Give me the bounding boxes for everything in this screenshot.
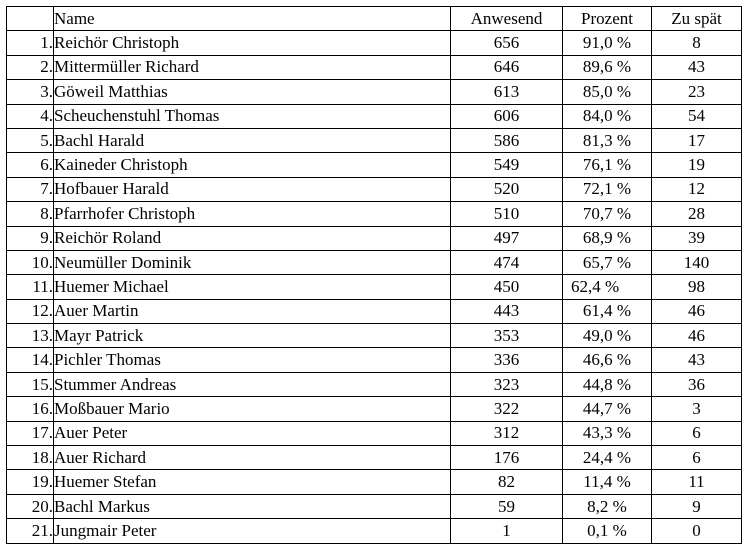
- anwesend-cell: 497: [451, 226, 563, 250]
- zu-spaet-cell: 19: [652, 153, 742, 177]
- prozent-cell: 89,6 %: [563, 55, 652, 79]
- anwesend-cell: 656: [451, 31, 563, 55]
- name-cell: Hofbauer Harald: [54, 177, 451, 201]
- prozent-cell: 61,4 %: [563, 299, 652, 323]
- rank-cell: 5.: [7, 128, 54, 152]
- anwesend-cell: 613: [451, 80, 563, 104]
- zu-spaet-cell: 46: [652, 299, 742, 323]
- name-cell: Reichör Roland: [54, 226, 451, 250]
- table-row: [7, 177, 742, 201]
- prozent-cell: 24,4 %: [563, 446, 652, 470]
- header-prozent: Prozent: [563, 7, 652, 31]
- rank-cell: 12.: [7, 299, 54, 323]
- zu-spaet-cell: 98: [652, 275, 742, 299]
- zu-spaet-cell: 6: [652, 421, 742, 445]
- prozent-cell: 43,3 %: [563, 421, 652, 445]
- anwesend-cell: 520: [451, 177, 563, 201]
- header-rank: [7, 7, 54, 31]
- name-cell: Göweil Matthias: [54, 80, 451, 104]
- table-row: [7, 80, 742, 104]
- anwesend-cell: 323: [451, 372, 563, 396]
- header-anwesend: Anwesend: [451, 7, 563, 31]
- anwesend-cell: 586: [451, 128, 563, 152]
- table-row: [7, 128, 742, 152]
- name-cell: Reichör Christoph: [54, 31, 451, 55]
- zu-spaet-cell: 17: [652, 128, 742, 152]
- name-cell: Moßbauer Mario: [54, 397, 451, 421]
- zu-spaet-cell: 9: [652, 494, 742, 518]
- table-row: [7, 226, 742, 250]
- anwesend-cell: 176: [451, 446, 563, 470]
- prozent-cell: 49,0 %: [563, 324, 652, 348]
- anwesend-cell: 322: [451, 397, 563, 421]
- prozent-cell: 70,7 %: [563, 202, 652, 226]
- zu-spaet-cell: 12: [652, 177, 742, 201]
- rank-cell: 15.: [7, 372, 54, 396]
- name-cell: Huemer Michael: [54, 275, 451, 299]
- table-row: [7, 104, 742, 128]
- attendance-table: [6, 6, 742, 544]
- zu-spaet-cell: 36: [652, 372, 742, 396]
- table-row: [7, 348, 742, 372]
- name-cell: Bachl Harald: [54, 128, 451, 152]
- table-row: [7, 470, 742, 494]
- zu-spaet-cell: 0: [652, 519, 742, 543]
- rank-cell: 9.: [7, 226, 54, 250]
- rank-cell: 4.: [7, 104, 54, 128]
- zu-spaet-cell: 43: [652, 55, 742, 79]
- zu-spaet-cell: 39: [652, 226, 742, 250]
- table-row: [7, 519, 742, 543]
- rank-cell: 3.: [7, 80, 54, 104]
- name-cell: Auer Richard: [54, 446, 451, 470]
- rank-cell: 8.: [7, 202, 54, 226]
- zu-spaet-cell: 6: [652, 446, 742, 470]
- rank-cell: 13.: [7, 324, 54, 348]
- anwesend-cell: 646: [451, 55, 563, 79]
- rank-cell: 7.: [7, 177, 54, 201]
- zu-spaet-cell: 23: [652, 80, 742, 104]
- rank-cell: 20.: [7, 494, 54, 518]
- anwesend-cell: 353: [451, 324, 563, 348]
- table-row: [7, 202, 742, 226]
- name-cell: Pichler Thomas: [54, 348, 451, 372]
- zu-spaet-cell: 3: [652, 397, 742, 421]
- rank-cell: 6.: [7, 153, 54, 177]
- zu-spaet-cell: 46: [652, 324, 742, 348]
- prozent-cell: 72,1 %: [563, 177, 652, 201]
- zu-spaet-cell: 8: [652, 31, 742, 55]
- table-row: [7, 275, 742, 299]
- prozent-cell: 68,9 %: [563, 226, 652, 250]
- prozent-cell: 8,2 %: [563, 494, 652, 518]
- header-row: [7, 7, 742, 31]
- table-row: [7, 446, 742, 470]
- prozent-cell: 0,1 %: [563, 519, 652, 543]
- header-name: Name: [54, 7, 451, 31]
- prozent-cell: 65,7 %: [563, 250, 652, 274]
- zu-spaet-cell: 140: [652, 250, 742, 274]
- name-cell: Stummer Andreas: [54, 372, 451, 396]
- name-cell: Mayr Patrick: [54, 324, 451, 348]
- prozent-cell: 44,7 %: [563, 397, 652, 421]
- anwesend-cell: 549: [451, 153, 563, 177]
- prozent-cell: 84,0 %: [563, 104, 652, 128]
- prozent-cell: 11,4 %: [563, 470, 652, 494]
- anwesend-cell: 82: [451, 470, 563, 494]
- anwesend-cell: 1: [451, 519, 563, 543]
- zu-spaet-cell: 11: [652, 470, 742, 494]
- anwesend-cell: 510: [451, 202, 563, 226]
- anwesend-cell: 606: [451, 104, 563, 128]
- table-row: [7, 372, 742, 396]
- zu-spaet-cell: 28: [652, 202, 742, 226]
- anwesend-cell: 336: [451, 348, 563, 372]
- table-row: [7, 55, 742, 79]
- anwesend-cell: 312: [451, 421, 563, 445]
- name-cell: Kaineder Christoph: [54, 153, 451, 177]
- table-row: [7, 250, 742, 274]
- prozent-cell: 81,3 %: [563, 128, 652, 152]
- table-row: [7, 31, 742, 55]
- prozent-cell: 76,1 %: [563, 153, 652, 177]
- rank-cell: 14.: [7, 348, 54, 372]
- rank-cell: 17.: [7, 421, 54, 445]
- name-cell: Pfarrhofer Christoph: [54, 202, 451, 226]
- name-cell: Mittermüller Richard: [54, 55, 451, 79]
- zu-spaet-cell: 43: [652, 348, 742, 372]
- zu-spaet-cell: 54: [652, 104, 742, 128]
- anwesend-cell: 59: [451, 494, 563, 518]
- table-row: [7, 299, 742, 323]
- table-row: [7, 494, 742, 518]
- anwesend-cell: 474: [451, 250, 563, 274]
- prozent-cell: 85,0 %: [563, 80, 652, 104]
- prozent-cell: 91,0 %: [563, 31, 652, 55]
- name-cell: Scheuchenstuhl Thomas: [54, 104, 451, 128]
- prozent-cell: 46,6 %: [563, 348, 652, 372]
- rank-cell: 1.: [7, 31, 54, 55]
- table-row: [7, 421, 742, 445]
- anwesend-cell: 443: [451, 299, 563, 323]
- name-cell: Huemer Stefan: [54, 470, 451, 494]
- table-row: [7, 153, 742, 177]
- name-cell: Jungmair Peter: [54, 519, 451, 543]
- rank-cell: 11.: [7, 275, 54, 299]
- name-cell: Neumüller Dominik: [54, 250, 451, 274]
- header-zu-spaet: Zu spät: [652, 7, 742, 31]
- rank-cell: 16.: [7, 397, 54, 421]
- anwesend-cell: 450: [451, 275, 563, 299]
- name-cell: Bachl Markus: [54, 494, 451, 518]
- rank-cell: 10.: [7, 250, 54, 274]
- rank-cell: 19.: [7, 470, 54, 494]
- table-body: [7, 31, 742, 543]
- rank-cell: 2.: [7, 55, 54, 79]
- table-row: [7, 397, 742, 421]
- prozent-cell: 62,4 %: [563, 275, 652, 299]
- rank-cell: 21.: [7, 519, 54, 543]
- name-cell: Auer Peter: [54, 421, 451, 445]
- table-row: [7, 324, 742, 348]
- rank-cell: 18.: [7, 446, 54, 470]
- prozent-cell: 44,8 %: [563, 372, 652, 396]
- name-cell: Auer Martin: [54, 299, 451, 323]
